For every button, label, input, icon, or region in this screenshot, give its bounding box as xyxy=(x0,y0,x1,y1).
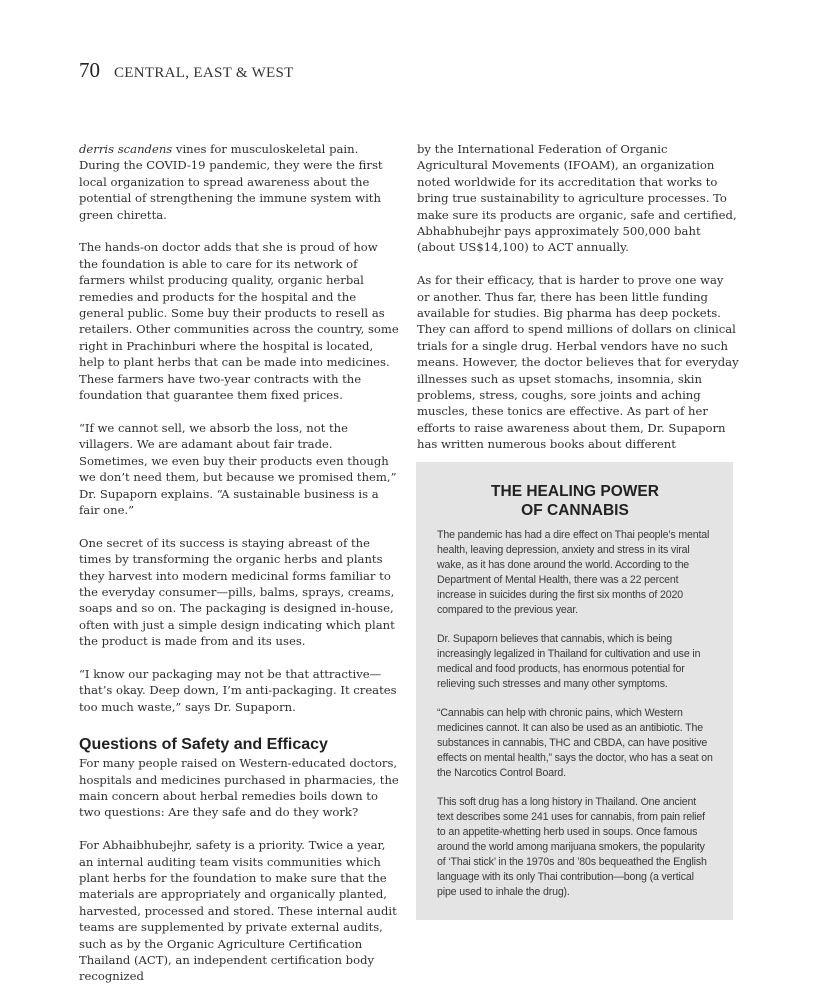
paragraph: As for their efficacy, that is harder to prove one way or another. Thus far, there has been little funding available for studies. Big pharma has deep pockets. They can afford to spend millions of dollars on clinical trials for a single drug. Herbal vendors have no such means. However, the doctor believes that for everyday illnesses such as upset stomachs, insomnia, skin problems, stress, coughs, sore joints and aching muscles, these tonics are effective. As part of her efforts to raise awareness about them, Dr. Supaporn has written numerous books about different xyxy=(417,273,739,452)
right-column xyxy=(417,141,739,469)
paragraph: “If we cannot sell, we absorb the loss, not the villagers. We are adamant about fair trade. Sometimes, we even buy their products even though we don’t need them, but because we promised them,” Dr. Supaporn explains. “A sustainable business is a fair one.” xyxy=(79,420,397,517)
sidebar-paragraph: Dr. Supaporn believes that cannabis, which is being increasingly legalized in Thailand for cultivation and use in medical and food products, has enormous potential for relieving such stresses and many other symptoms. xyxy=(437,633,701,690)
paragraph-text: vines for musculoskeletal pain. During the COVID-19 pandemic, they were the first local organization to spread awareness about the potential of strengthening the immune system with green chiretta. xyxy=(79,142,383,222)
sidebar-title-line: THE HEALING POWER xyxy=(491,483,659,500)
sidebar-title-line: OF CANNABIS xyxy=(521,502,629,519)
paragraph: For many people raised on Western-educated doctors, hospitals and medicines purchased in pharmacies, the main concern about herbal remedies boils down to two questions: Are they safe and do they work? xyxy=(79,756,399,820)
left-column xyxy=(79,141,399,1001)
italic-term: derris scandens xyxy=(79,142,173,156)
paragraph: “I know our packaging may not be that attractive—that’s okay. Deep down, I’m anti-packaging. It creates too much waste,” says Dr. Supaporn. xyxy=(79,666,397,714)
paragraph xyxy=(79,141,399,223)
running-head: CENTRAL, EAST & WEST xyxy=(114,65,294,81)
page-header xyxy=(79,58,294,83)
sidebar-paragraph: “Cannabis can help with chronic pains, which Western medicines cannot. It can also be used as an antibiotic. The substances in cannabis, THC and CBDA, can have positive effects on mental health,” says the doctor, who has a seat on the Narcotics Control Board. xyxy=(437,707,713,779)
paragraph: For Abhaibhubejhr, safety is a priority. Twice a year, an internal auditing team visits communities which plant herbs for the foundation to make sure that the materials are appropriately and organically planted, harvested, processed and stored. These internal audit teams are supplemented by private external audits, such as by the Organic Agriculture Certification Thailand (ACT), an independent certification body recognized xyxy=(79,838,397,984)
sidebar-paragraph: The pandemic has had a dire effect on Thai people’s mental health, leaving depression, anxiety and stress in its viral wake, as it has done around the world. According to the Department of Mental Health, there was a 22 percent increase in suicides during the first six months of 2020 compared to the previous year. xyxy=(437,529,710,616)
paragraph: The hands-on doctor adds that she is proud of how the foundation is able to care for its network of farmers whilst producing quality, organic herbal remedies and products for the hospital and the general public. Some buy their products to resell as retailers. Other communities across the country, some right in Prachinburi where the hospital is located, help to plant herbs that can be made into medicines. These farmers have two-year contracts with the foundation that guarantee them fixed prices. xyxy=(79,240,399,403)
sidebar-paragraph: This soft drug has a long history in Thailand. One ancient text describes some 241 uses for cannabis, from pain relief to an appetite-whetting herb used in soups. Once famous around the world among marijuana smokers, the popularity of ‘Thai stick’ in the 1970s and ’80s bequeathed the English language with its only Thai contribution—bong (a vertical pipe used to inhale the drug). xyxy=(437,796,707,898)
page-number: 70 xyxy=(79,58,100,82)
sidebar-title xyxy=(437,482,713,520)
section-heading: Questions of Safety and Efficacy xyxy=(79,736,328,754)
paragraph: One secret of its success is staying abreast of the times by transforming the organic herbs and plants they harvest into modern medicinal forms familiar to the everyday consumer—pills, balms, sprays, creams, soaps and so on. The packaging is designed in-house, often with just a simple design indicating which plant the product is made from and its uses. xyxy=(79,535,395,649)
paragraph: by the International Federation of Organic Agricultural Movements (IFOAM), an organization noted worldwide for its accreditation that works to bring true sustainability to agriculture processes. To make sure its products are organic, safe and certified, Abhabhubejhr pays approximately 500,000 baht (about US$14,100) to ACT annually. xyxy=(417,142,737,255)
sidebar-box xyxy=(416,462,733,920)
